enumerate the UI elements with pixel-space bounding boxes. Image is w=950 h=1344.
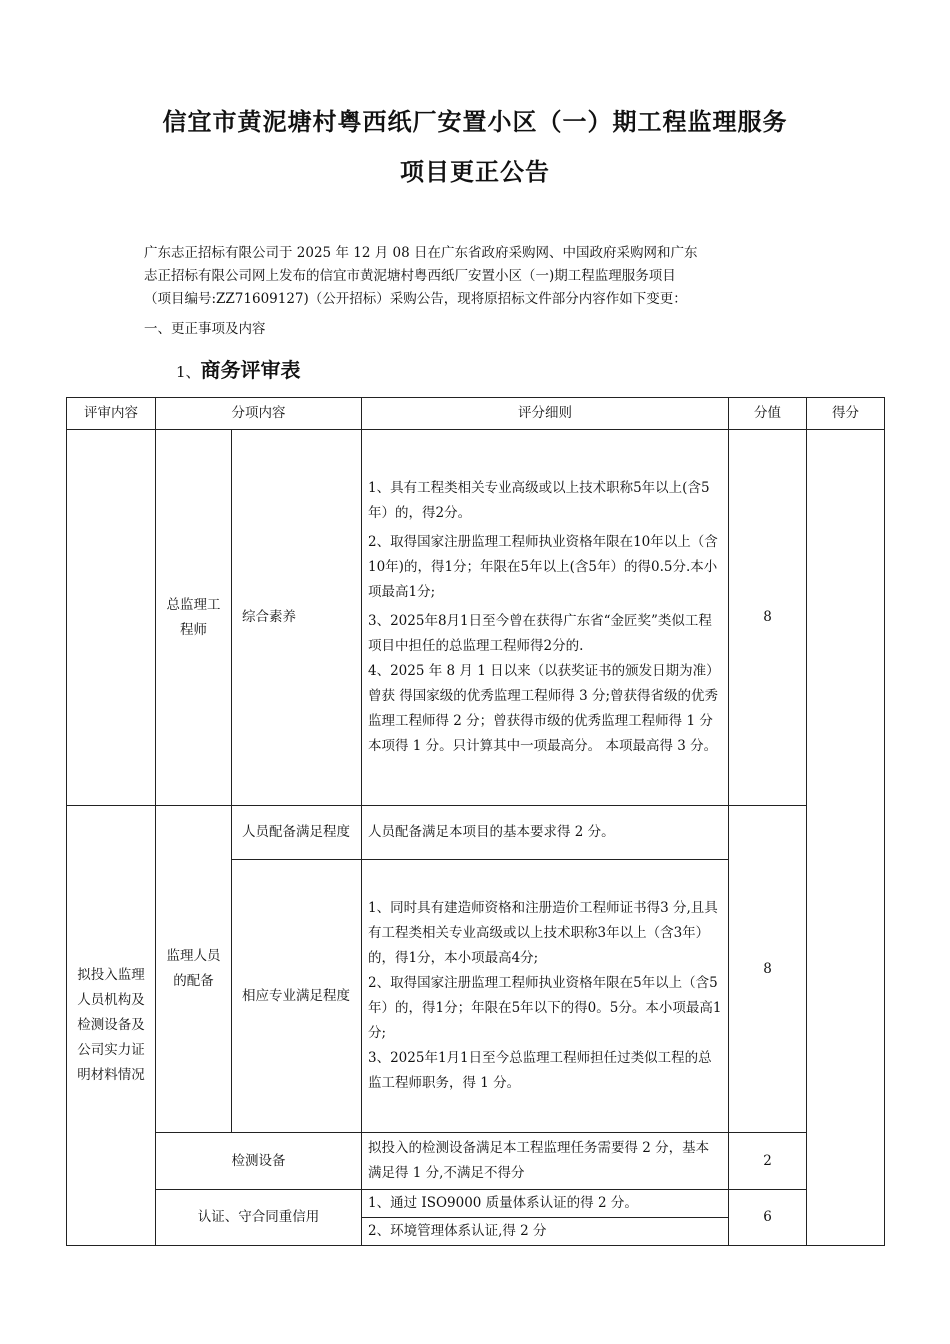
header-sub-content: 分项内容 — [156, 398, 362, 430]
rule-text: 3、2025年1月1日至今总监理工程师担任过类似工程的总监工程师职务，得 1 分。 — [368, 1050, 712, 1091]
section-heading: 一、更正事项及内容 — [144, 321, 266, 337]
score-obtained-cell — [807, 430, 885, 1246]
score-value-cell: 8 — [729, 430, 807, 806]
score-value-cell: 8 — [729, 806, 807, 1133]
scoring-rules-cell — [362, 860, 729, 1133]
table-row — [67, 1133, 885, 1190]
sub-item-detail-cell: 相应专业满足程度 — [232, 860, 362, 1133]
sub-item-detail-cell: 综合素养 — [232, 430, 362, 806]
scoring-rules-cell: 人员配备满足本项目的基本要求得 2 分。 — [362, 806, 729, 860]
header-score-obtained: 得分 — [807, 398, 885, 430]
table-heading — [176, 354, 301, 383]
document-title-line2: 项目更正公告 — [400, 158, 550, 186]
intro-line: 志正招标有限公司网上发布的信宜市黄泥塘村粤西纸厂安置小区（一)期工程监理服务项目 — [144, 268, 676, 284]
scoring-rules-cell — [362, 430, 729, 806]
table-heading-text: 商务评审表 — [200, 358, 301, 382]
rule-text: 1、同时具有建造师资格和注册造价工程师证书得3 分,且具有工程类相关专业高级或以上技术职称3年以上（含3年）的，得1分，本小项最高4分; — [368, 900, 718, 966]
table-row — [67, 430, 885, 806]
rule-text: 2、环境管理体系认证,得 2 分 — [368, 1223, 547, 1239]
sub-item-cell: 总监理工程师 — [156, 430, 232, 806]
score-value-cell: 6 — [729, 1190, 807, 1246]
rule-text: 4、2025 年 8 月 1 日以来（以获奖证书的颁发日期为准）曾获 得国家级的优秀监理工程师得 3 分;曾获得省级的优秀监理工程师得 2 分；曾获得市级的优秀监理工程师得 1 分本项得 1 分。只计算其中一项最高分。 本项最高得 3 分。 — [368, 663, 720, 754]
category-cell — [67, 430, 156, 806]
score-value-cell: 2 — [729, 1133, 807, 1190]
rule-text: 1、具有工程类相关专业高级或以上技术职称5年以上(含5年）的，得2分。 — [368, 480, 710, 521]
header-score-value: 分值 — [729, 398, 807, 430]
sub-item-cell: 检测设备 — [156, 1133, 362, 1190]
table-row — [67, 806, 885, 860]
sub-item-detail-cell: 人员配备满足程度 — [232, 806, 362, 860]
intro-line: 广东志正招标有限公司于 2025 年 12 月 08 日在广东省政府采购网、中国政府采购网和广东 — [144, 245, 698, 261]
rule-text: 3、2025年8月1日至今曾在获得广东省“金匠奖”类似工程项目中担任的总监理工程师得2分的. — [368, 613, 712, 654]
scoring-rules-cell: 拟投入的检测设备满足本工程监理任务需要得 2 分，基本满足得 1 分,不满足不得分 — [362, 1133, 729, 1190]
rule-text: 1、通过 ISO9000 质量体系认证的得 2 分。 — [362, 1190, 728, 1218]
table-heading-number: 1、 — [176, 363, 201, 381]
header-scoring-rules: 评分细则 — [362, 398, 729, 430]
category-cell: 拟投入监理人员机构及检测设备及公司实力证明材料情况 — [67, 806, 156, 1246]
business-review-table — [66, 397, 885, 1246]
rule-text: 2、取得国家注册监理工程师执业资格年限在5年以上（含5年）的，得1分；年限在5年以下的得0。5分。本小项最高1分; — [368, 975, 722, 1041]
sub-item-cell: 监理人员的配备 — [156, 806, 232, 1133]
rule-text: 2、取得国家注册监理工程师执业资格年限在10年以上（含10年)的，得1分；年限在5年以上(含5年）的得0.5分.本小项最高1分; — [368, 534, 718, 600]
sub-item-cell: 认证、守合同重信用 — [156, 1190, 362, 1246]
table-row — [67, 1190, 885, 1246]
intro-line: （项目编号:ZZ71609127)（公开招标）采购公告，现将原招标文件部分内容作如下变更： — [144, 291, 687, 307]
table-header-row — [67, 398, 885, 430]
scoring-rules-cell — [362, 1190, 729, 1246]
header-review-content: 评审内容 — [67, 398, 156, 430]
intro-paragraph — [144, 242, 814, 311]
document-title-line1: 信宜市黄泥塘村粤西纸厂安置小区（一）期工程监理服务 — [162, 108, 788, 136]
